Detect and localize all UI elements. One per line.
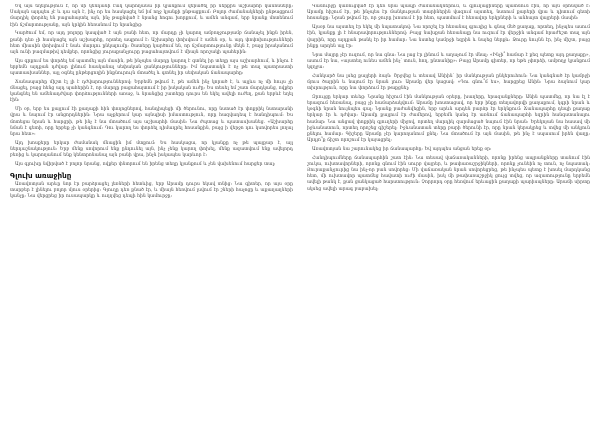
paragraph: Այդ խոսքերը երկար ժամանակ մնացին իմ մտքում։ Ես հասկացա, որ կյանքը ոչ թե պայքար է, այլ ներդաշնակություն։ Երբ մենք սովորում ենք ընդունել այն, ինչ չենք կարող փոխել, մենք ազատվում ենք ավելորդ բեռից և կարողանում ենք կենտրոնանալ այն բանի վրա, ինչն իսկապես կարևոր է։ — [10, 140, 293, 159]
right-column — [307, 4, 590, 422]
paragraph: Հանկարծ նա լսեց քայլերի ձայն։ Շրջվեց և տեսավ Անիին՝ իր մանկության ընկերուհուն։ Նա կանգնած էր կամրջի մյուս ծայրին և նայում էր նրան լուռ։ Արամը վեր կացավ։ «Դու գնու՞մ ես», հարցրեց Անին։ Նրա ձայնում կար տխրություն, որը նա փորձում էր թաքցնել։ — [307, 73, 590, 92]
paragraph: Ճանապարհը միշտ էլ լի է դժվարություններով։ Երբեմն թվում է, թե ամեն ինչ կորած է, և այլևս ոչ մի հույս չի մնացել, բայց հենց այդ պահերին է, որ մարդը բացահայտում է իր իսկական ուժը։ Ես տեսել եմ շատ մարդկանց, ովքեր կանգնել են ամենադժվար փորձությունների առաջ, և նրանցից շատերը դուրս են եկել ավելի ուժեղ, քան երբևէ եղել էին։ — [10, 79, 293, 104]
paragraph: Այս գլուխը նվիրված է բոլոր նրանց, ովքեր փնտրում են իրենց տեղը կյանքում և չեն վախենում հարցեր տալ։ — [15, 161, 276, 167]
paragraph: Առավոտյան արևը նոր էր բարձրացել լեռների հետևից, երբ Արամը դուրս եկավ տնից։ Նա գիտեր, որ այս օրը տարբեր է լինելու բոլոր մյուս օրերից։ Գյուղը դեռ քնած էր, և միայն հեռվում լսվում էր շների հաչոցը և աքաղաղների կանչը։ Նա վերցրեց իր ուսապարկը և ուղղվեց դեպի հին կամուրջը։ — [10, 182, 293, 200]
paragraph: Կարծում եմ, որ այդ բոլորը կապված է այն բանի հետ, որ մարդը չի կարող ամբողջությամբ ճանաչել ինքն իրեն, քանի դեռ չի հասկացել այն աշխարհը, որտեղ ապրում է։ Աշխարհը փոխվում է ամեն օր, և այդ փոփոխությունների հետ միասին փոխվում է նաև մարդու ընկալումը։ Շատերը կարծում են, որ ճշմարտությունը մեկն է, բայց իրականում այն ունի բազմաթիվ դեմքեր, որոնցից յուրաքանչյուրը բացահայտվում է միայն որոշակի պահերին։ — [10, 31, 293, 55]
left-column — [10, 4, 293, 422]
paragraph: Նրա մայրը չէր ուզում, որ նա գնա։ Նա լաց էր լինում և աղաչում էր մնալ։ «Ինչի՞ համար է քեզ պետք այդ քաղաքը», ասում էր նա, «այստեղ ունես ամեն ինչ՝ տուն, հող, ընտանիք»։ Բայց Արամը գիտեր, որ եթե չփորձի, ամբողջ կյանքում կզղջա։ — [307, 52, 590, 70]
paragraph: Մի օր, երբ ես քայլում էի քաղաքի հին փողոցներով, հանդիպեցի մի ծերունու, որը նստած էր փոքրիկ նստարանի վրա և նայում էր անցորդներին։ Նրա աչքերում կար այնպիսի իմաստություն, որը հազվադեպ է հանդիպում։ Ես մոտեցա նրան և հարցրի, թե ինչ է նա մտածում այս աշխարհի մասին։ Նա ժպտաց և պատասխանեց. «Աշխարհը նման է գետի, որը երբեք չի կանգնում։ Դու կարող ես փորձել դիմադրել հոսանքին, բայց ի վերջո դու կսովորես լողալ նրա հետ»։ — [10, 107, 293, 137]
chapter-heading: Գլուխ առաջինը — [10, 171, 72, 181]
paragraph: Առավոտյան նա շարունակեց իր ճանապարհը։ Եվ այդպես անցան երեք օր։ — [312, 146, 492, 152]
paragraph: Հանդիպումները ճանապարհին շատ էին։ Նա տեսավ վաճառականների, որոնք իրենց ապրանքները տանում էին շուկա, ուխտավորների, որոնք գնում էին սուրբ վայրեր, և թափառաշրջիկների, որոնք չունեին ոչ տուն, ոչ նպատակ։ Յուրաքանչյուրից նա ինչ-որ բան սովորեց։ Մի վաճառական նրան սովորեցրեց, թե ինչպես պետք է խոսել մարդկանց հետ, մի ուխտավոր պատմեց հավատի ուժի մասին, իսկ մի թափառաշրջիկ ցույց տվեց, որ ազատությունը երբեմն ավելի թանկ է, քան ցանկացած հարստություն։ Չորրորդ օրը հեռվում երևացին քաղաքի պարիսպները։ Արամի սիրտը սկսեց ավելի արագ բաբախել։ — [307, 155, 590, 192]
paragraph: Զրույցը երկար տևեց։ Նրանք հիշում էին մանկության օրերը, խաղերը, երազանքները։ Անին պատմեց, որ նա էլ է երազում հեռանալ, բայց չի համարձակվում։ Արամը խոստացավ, որ երբ ինքը տեղավորվի քաղաքում, կգրի նրան և կօգնի նրան նույնպես գալ։ Նրանք բաժանվեցին, երբ արևն արդեն բարձր էր երկնքում։ Ճանապարհը դեպի քաղաք երկար էր և դժվար։ Արամը քայլում էր ժամերով, երբեմն կանգ էր առնում ճանապարհի եզրին հանգստանալու համար։ Նա անցավ փոքրիկ գյուղերի միջով, որտեղ մարդիկ զարմացած նայում էին նրան։ Երեկոյան նա հասավ մի իջևանատուն, որտեղ որոշեց գիշերել։ Իջևանատան տերը բարի ծերունի էր, որը նրան կերակրեց և տվեց մի անկյուն քնելու համար։ Գիշերը Արամը չէր կարողանում քնել։ Նա մտածում էր այն մասին, թե ինչ է սպասում իրեն վաղը։ Արդյո՞ք ճիշտ որոշում էր կայացրել։ — [307, 94, 590, 144]
paragraph: Եվ այս եղելություն է, որ մի կենդանի էակ կարողանա իր կյանքում վերածել իր ներքին աշխարհի կանոնները։ Սակայն այդպես չէ և դա այն է, ինչ որ ես հասկացել եմ իմ ողջ կյանքի ընթացքում։ Բոլոր ժամանակների ընթացքում մարդիկ փորձել են բացահայտել այն, ինչ թաքնված է նրանց հոգու խորքում, և ամեն անգամ, երբ նրանք մոտենում էին ճշմարտությանը, այն կրկին հեռանում էր նրանցից։ — [10, 4, 293, 28]
paragraph: Այսօր նա այստեղ էր եկել մի նպատակով։ Նա որոշել էր հեռանալ գյուղից և գնալ մեծ քաղաք, որտեղ, ինչպես ասում էին, կյանքը լի է հնարավորություններով։ Բայց նախքան հեռանալը նա ուզում էր վերջին անգամ հրաժեշտ տալ այն վայրին, որը այդքան թանկ էր իր համար։ Նա նստեց կամրջի եզրին և նայեց ներքև։ Ջուրը նույնն էր, ինչ միշտ, բայց ինքը արդեն այլ էր։ — [307, 25, 590, 49]
paragraph: Կամուրջը կառուցված էր դեռ նրա պապի ժամանակներում, և գյուղացիները պատմում էին, որ այն օրհնված է։ Արամը հիշում էր, թե ինչպես էր մանկության տարիներին վազում այստեղ, նստում քարերի վրա և դիտում գետի հոսանքը։ Նրան թվում էր, որ ջուրը խոսում է իր հետ, պատմում է հեռավոր երկրների և անհայտ վայրերի մասին։ — [307, 4, 590, 22]
paragraph: Այս գրքում ես փորձել եմ պատմել այն մասին, թե ինչպես մարդը կարող է գտնել իր տեղը այս աշխարհում, և ինչու է երբեմն այդքան դժվար լինում հասկանալ սեփական ցանկությունները։ Իմ նպատակն է ոչ թե տալ պատրաստի պատասխաններ, այլ օգնել ընթերցողին ինքնուրույն մտածել և գտնել իր սեփական ճանապարհը։ — [10, 58, 293, 77]
